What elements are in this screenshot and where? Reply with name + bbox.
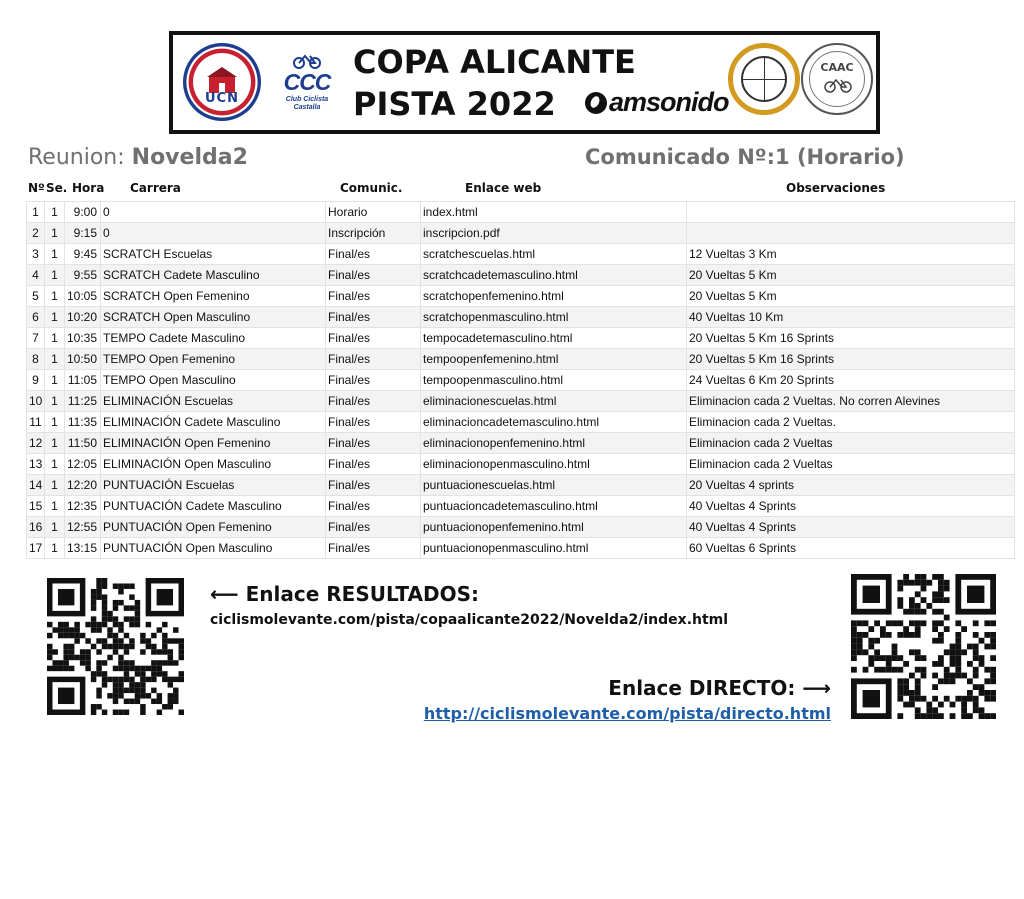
cell-series: 1 xyxy=(45,454,65,475)
cell-comunic: Final/es xyxy=(326,496,421,517)
cell-time: 13:15 xyxy=(65,538,101,559)
cell-observaciones: 20 Vueltas 5 Km xyxy=(687,265,1015,286)
column-header-hora: Hora xyxy=(72,181,105,195)
cell-race: PUNTUACIÓN Open Femenino xyxy=(101,517,326,538)
ccc-logo-text: CCC xyxy=(283,69,331,95)
table-row xyxy=(27,202,1015,223)
cell-comunic: Final/es xyxy=(326,391,421,412)
cell-observaciones: 40 Vueltas 4 Sprints xyxy=(687,496,1015,517)
cell-observaciones: Eliminacion cada 2 Vueltas xyxy=(687,433,1015,454)
table-row xyxy=(27,286,1015,307)
column-header-enlace: Enlace web xyxy=(465,181,542,195)
cell-race: TEMPO Cadete Masculino xyxy=(101,328,326,349)
table-row xyxy=(27,391,1015,412)
table-header xyxy=(0,181,1024,199)
table-row xyxy=(27,307,1015,328)
cell-comunic: Final/es xyxy=(326,265,421,286)
cell-series: 1 xyxy=(45,328,65,349)
cell-series: 1 xyxy=(45,391,65,412)
cell-comunic: Inscripción xyxy=(326,223,421,244)
sponsor-logo xyxy=(585,87,729,118)
table-row xyxy=(27,496,1015,517)
reunion-heading xyxy=(28,145,248,170)
cell-race: TEMPO Open Masculino xyxy=(101,370,326,391)
table-row xyxy=(27,538,1015,559)
cell-observaciones xyxy=(687,202,1015,223)
cell-comunic: Final/es xyxy=(326,328,421,349)
column-header-num: Nº xyxy=(28,181,45,195)
table-row xyxy=(27,412,1015,433)
cell-comunic: Horario xyxy=(326,202,421,223)
cell-race: 0 xyxy=(101,202,326,223)
column-header-carrera: Carrera xyxy=(130,181,181,195)
ccc-logo-sub1: Club Ciclista xyxy=(285,96,329,103)
cell-observaciones: 20 Vueltas 4 sprints xyxy=(687,475,1015,496)
event-title-line1: COPA ALICANTE xyxy=(353,43,636,81)
cell-comunic: Final/es xyxy=(326,370,421,391)
cell-time: 10:05 xyxy=(65,286,101,307)
live-link-url[interactable]: http://ciclismolevante.com/pista/directo.html xyxy=(423,704,831,723)
wheel-icon xyxy=(741,56,787,102)
cell-link[interactable]: puntuacionopenfemenino.html xyxy=(421,517,687,538)
cell-comunic: Final/es xyxy=(326,349,421,370)
cell-race: 0 xyxy=(101,223,326,244)
cell-observaciones: Eliminacion cada 2 Vueltas xyxy=(687,454,1015,475)
results-link-url[interactable]: ciclismolevante.com/pista/copaalicante2022/Novelda2/index.html xyxy=(210,612,729,628)
cell-link[interactable]: eliminacionescuelas.html xyxy=(421,391,687,412)
cell-link[interactable]: tempocadetemasculino.html xyxy=(421,328,687,349)
cell-series: 1 xyxy=(45,517,65,538)
cell-time: 11:35 xyxy=(65,412,101,433)
cell-series: 1 xyxy=(45,412,65,433)
cell-num: 6 xyxy=(27,307,45,328)
cell-time: 10:50 xyxy=(65,349,101,370)
cell-num: 5 xyxy=(27,286,45,307)
cell-race: SCRATCH Escuelas xyxy=(101,244,326,265)
cell-time: 9:45 xyxy=(65,244,101,265)
cell-time: 9:55 xyxy=(65,265,101,286)
table-row xyxy=(27,223,1015,244)
table-row xyxy=(27,517,1015,538)
column-header-comunic: Comunic. xyxy=(340,181,403,195)
table-row xyxy=(27,265,1015,286)
club-ciclista-logo xyxy=(728,43,800,115)
cell-time: 12:55 xyxy=(65,517,101,538)
table-row xyxy=(27,370,1015,391)
cell-series: 1 xyxy=(45,349,65,370)
cell-observaciones: 20 Vueltas 5 Km 16 Sprints xyxy=(687,349,1015,370)
comunicado-heading: Comunicado Nº:1 (Horario) xyxy=(585,145,905,169)
cell-time: 9:00 xyxy=(65,202,101,223)
cell-time: 12:20 xyxy=(65,475,101,496)
cell-series: 1 xyxy=(45,307,65,328)
cell-race: ELIMINACIÓN Escuelas xyxy=(101,391,326,412)
column-header-se: Se. xyxy=(46,181,68,195)
cell-comunic: Final/es xyxy=(326,307,421,328)
table-row xyxy=(27,244,1015,265)
cell-link[interactable]: scratchopenmasculino.html xyxy=(421,307,687,328)
cell-series: 1 xyxy=(45,202,65,223)
cell-num: 4 xyxy=(27,265,45,286)
cell-time: 12:35 xyxy=(65,496,101,517)
cell-link[interactable]: index.html xyxy=(421,202,687,223)
event-title-line2: PISTA 2022 xyxy=(353,85,556,123)
cell-race: PUNTUACIÓN Escuelas xyxy=(101,475,326,496)
cell-comunic: Final/es xyxy=(326,412,421,433)
cell-race: ELIMINACIÓN Open Femenino xyxy=(101,433,326,454)
table-row xyxy=(27,349,1015,370)
table-row xyxy=(27,454,1015,475)
cell-num: 14 xyxy=(27,475,45,496)
event-banner xyxy=(169,31,880,134)
cell-race: SCRATCH Open Masculino xyxy=(101,307,326,328)
reunion-label: Reunion: xyxy=(28,145,125,170)
table-row xyxy=(27,433,1015,454)
sponsor-mark-icon xyxy=(585,92,607,114)
cell-link[interactable]: scratchcadetemasculino.html xyxy=(421,265,687,286)
cell-time: 9:15 xyxy=(65,223,101,244)
cell-num: 17 xyxy=(27,538,45,559)
cell-num: 16 xyxy=(27,517,45,538)
bicycle-icon xyxy=(823,77,853,93)
cell-series: 1 xyxy=(45,475,65,496)
cell-comunic: Final/es xyxy=(326,433,421,454)
cell-series: 1 xyxy=(45,286,65,307)
cell-observaciones: 20 Vueltas 5 Km 16 Sprints xyxy=(687,328,1015,349)
cell-comunic: Final/es xyxy=(326,517,421,538)
ccc-logo-sub2: Castalla xyxy=(293,104,321,111)
cell-observaciones: 40 Vueltas 10 Km xyxy=(687,307,1015,328)
cell-observaciones: 12 Vueltas 3 Km xyxy=(687,244,1015,265)
cell-num: 12 xyxy=(27,433,45,454)
caac-logo-text: CAAC xyxy=(820,61,854,74)
cell-series: 1 xyxy=(45,223,65,244)
cell-link[interactable]: puntuacionescuelas.html xyxy=(421,475,687,496)
table-row xyxy=(27,328,1015,349)
results-qr-code-icon[interactable] xyxy=(47,578,184,715)
bicycle-icon xyxy=(292,53,322,69)
sponsor-name: amsonido xyxy=(609,87,729,117)
cell-num: 15 xyxy=(27,496,45,517)
cell-time: 11:25 xyxy=(65,391,101,412)
cell-comunic: Final/es xyxy=(326,244,421,265)
ccc-club-logo xyxy=(275,47,339,121)
cell-comunic: Final/es xyxy=(326,538,421,559)
cell-link[interactable]: eliminacionopenmasculino.html xyxy=(421,454,687,475)
results-link-label: ⟵ Enlace RESULTADOS: xyxy=(210,582,479,606)
cell-num: 11 xyxy=(27,412,45,433)
cell-link[interactable]: tempoopenmasculino.html xyxy=(421,370,687,391)
cell-series: 1 xyxy=(45,370,65,391)
cell-observaciones: 24 Vueltas 6 Km 20 Sprints xyxy=(687,370,1015,391)
cell-link[interactable]: inscripcion.pdf xyxy=(421,223,687,244)
cell-series: 1 xyxy=(45,265,65,286)
cell-link[interactable]: puntuacioncadetemasculino.html xyxy=(421,496,687,517)
cell-series: 1 xyxy=(45,496,65,517)
cell-observaciones: 40 Vueltas 4 Sprints xyxy=(687,517,1015,538)
cell-race: PUNTUACIÓN Open Masculino xyxy=(101,538,326,559)
cell-time: 11:05 xyxy=(65,370,101,391)
cell-series: 1 xyxy=(45,244,65,265)
live-link-label: Enlace DIRECTO: ⟶ xyxy=(608,676,831,700)
cell-link[interactable]: scratchopenfemenino.html xyxy=(421,286,687,307)
cell-num: 1 xyxy=(27,202,45,223)
reunion-value: Novelda2 xyxy=(131,145,248,170)
cell-race: PUNTUACIÓN Cadete Masculino xyxy=(101,496,326,517)
cell-num: 3 xyxy=(27,244,45,265)
cell-race: SCRATCH Cadete Masculino xyxy=(101,265,326,286)
schedule-table xyxy=(26,201,1015,559)
cell-series: 1 xyxy=(45,538,65,559)
cell-race: TEMPO Open Femenino xyxy=(101,349,326,370)
cell-num: 8 xyxy=(27,349,45,370)
table-row xyxy=(27,475,1015,496)
cell-comunic: Final/es xyxy=(326,475,421,496)
cell-time: 12:05 xyxy=(65,454,101,475)
cell-num: 9 xyxy=(27,370,45,391)
cell-comunic: Final/es xyxy=(326,286,421,307)
column-header-observaciones: Observaciones xyxy=(786,181,886,195)
ucn-logo-text: UCN xyxy=(205,91,239,106)
cell-comunic: Final/es xyxy=(326,454,421,475)
cell-time: 10:20 xyxy=(65,307,101,328)
cell-race: SCRATCH Open Femenino xyxy=(101,286,326,307)
cell-time: 10:35 xyxy=(65,328,101,349)
cell-link[interactable]: tempoopenfemenino.html xyxy=(421,349,687,370)
cell-observaciones: Eliminacion cada 2 Vueltas. xyxy=(687,412,1015,433)
cell-num: 2 xyxy=(27,223,45,244)
cell-num: 13 xyxy=(27,454,45,475)
cell-time: 11:50 xyxy=(65,433,101,454)
cell-num: 10 xyxy=(27,391,45,412)
cell-race: ELIMINACIÓN Cadete Masculino xyxy=(101,412,326,433)
cell-num: 7 xyxy=(27,328,45,349)
live-qr-code-icon[interactable] xyxy=(851,574,996,719)
cell-observaciones: Eliminacion cada 2 Vueltas. No corren Alevines xyxy=(687,391,1015,412)
cell-series: 1 xyxy=(45,433,65,454)
cell-link[interactable]: scratchescuelas.html xyxy=(421,244,687,265)
caac-logo xyxy=(801,43,873,115)
cell-observaciones: 60 Vueltas 6 Sprints xyxy=(687,538,1015,559)
cell-link[interactable]: eliminacioncadetemasculino.html xyxy=(421,412,687,433)
cell-link[interactable]: eliminacionopenfemenino.html xyxy=(421,433,687,454)
cell-link[interactable]: puntuacionopenmasculino.html xyxy=(421,538,687,559)
cell-observaciones xyxy=(687,223,1015,244)
ucn-club-logo xyxy=(183,43,261,121)
cell-observaciones: 20 Vueltas 5 Km xyxy=(687,286,1015,307)
cell-race: ELIMINACIÓN Open Masculino xyxy=(101,454,326,475)
